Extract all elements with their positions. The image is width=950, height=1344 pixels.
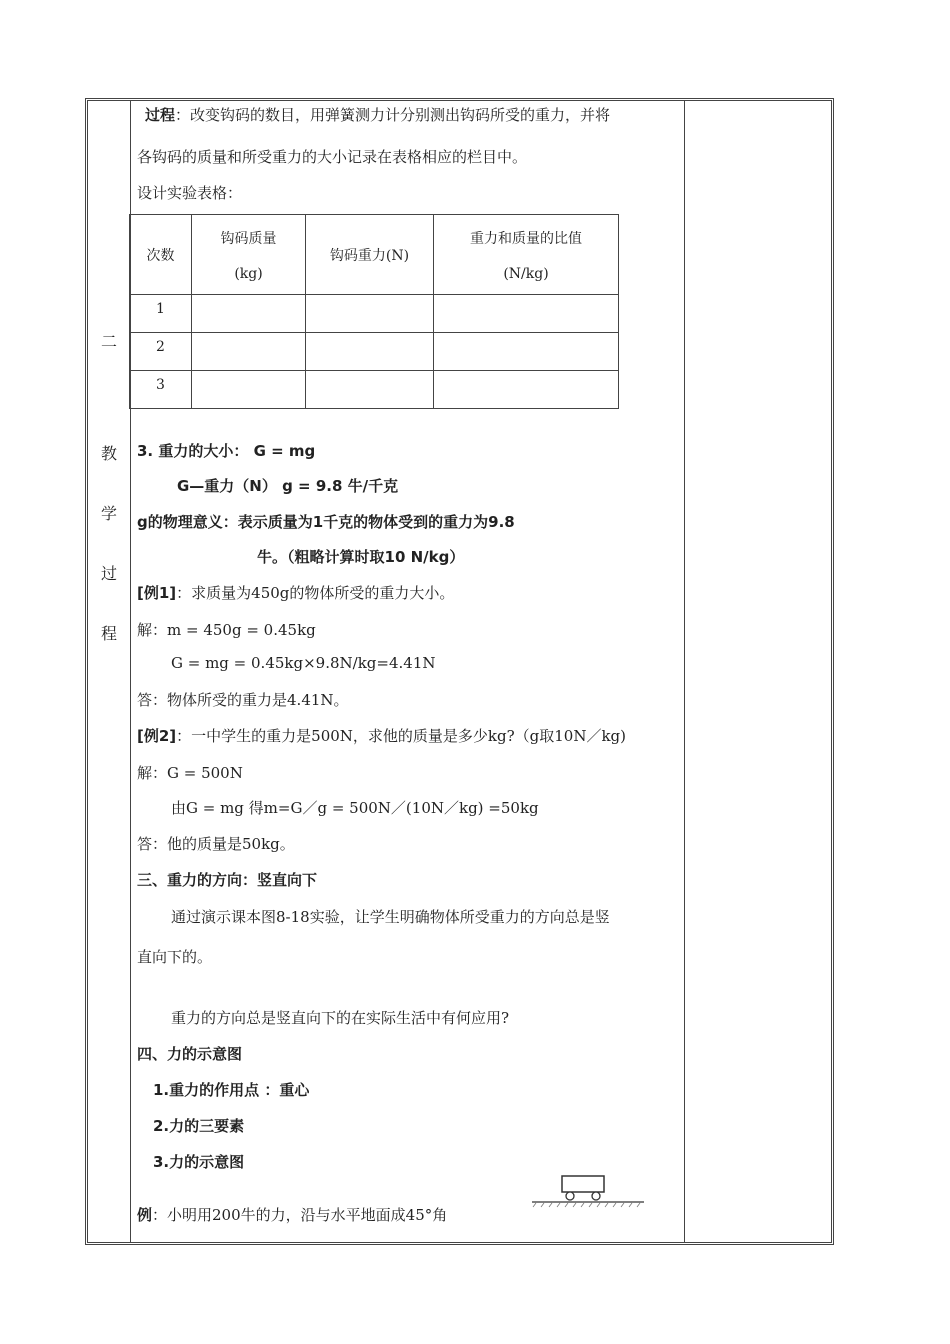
process-line-2: 各钩码的质量和所受重力的大小记录在表格相应的栏目中。: [137, 148, 528, 166]
table-intro: 设计实验表格：: [137, 184, 243, 202]
direction-heading: 三、重力的方向：竖直向下: [137, 871, 318, 889]
cart-body: [562, 1176, 604, 1192]
cart-figure: [530, 1172, 646, 1208]
example2-label: [例2]: [137, 727, 177, 745]
header-count: [130, 215, 192, 295]
row-weight: [306, 333, 434, 371]
header-ratio-unit: (N/kg): [503, 265, 549, 282]
diagram-example-label: 例: [137, 1206, 153, 1224]
diagram-item-2: 2.力的三要素: [153, 1117, 245, 1135]
ground-hatching: [533, 1203, 640, 1207]
row-index: 1: [130, 295, 192, 333]
header-mass-unit: (kg): [234, 265, 263, 282]
side-char-2: 教: [100, 444, 117, 463]
direction-text-2: 直向下的。: [137, 948, 213, 966]
example1-question: ：求质量为450g的物体所受的重力大小。: [176, 584, 455, 602]
column-divider-right: [684, 101, 685, 1242]
row-weight: [306, 371, 434, 409]
row-ratio: [434, 333, 619, 371]
diagram-heading: 四、力的示意图: [137, 1045, 243, 1063]
example2-answer: 答：他的质量是50kg。: [137, 835, 295, 853]
table-row: [130, 333, 619, 371]
example1-answer: 答：物体所受的重力是4.41N。: [137, 691, 349, 709]
header-mass: [192, 215, 306, 295]
diagram-item-3: 3.力的示意图: [153, 1153, 245, 1171]
diagram-item-1: 1.重力的作用点 ：重心: [153, 1081, 310, 1099]
gravity-meaning-2: 牛。（粗略计算时取10 N/kg）: [257, 548, 465, 566]
header-count-text: 次数: [146, 247, 175, 264]
example1-label: [例1]: [137, 584, 177, 602]
header-ratio-text: 重力和质量的比值: [470, 230, 582, 247]
side-char-4: 过: [100, 564, 117, 583]
experiment-table: [129, 214, 619, 409]
example1-question-line: [137, 582, 454, 603]
example2-question: ：一中学生的重力是500N，求他的质量是多少kg?（g取10N／kg): [176, 727, 627, 745]
header-weight: [306, 215, 434, 295]
row-index: 3: [130, 371, 192, 409]
process-text-1: ：改变钩码的数目，用弹簧测力计分别测出钩码所受的重力，并将: [175, 106, 611, 124]
side-char-3: 学: [100, 504, 117, 523]
row-ratio: [434, 295, 619, 333]
direction-question: 重力的方向总是竖直向下的在实际生活中有何应用?: [171, 1009, 510, 1027]
cart-wheel-right: [592, 1192, 600, 1200]
example2-sol-2: 由G = mg 得m=G／g = 500N／(10N／kg) =50kg: [171, 799, 539, 817]
row-mass: [192, 295, 306, 333]
row-index: 2: [130, 333, 192, 371]
row-weight: [306, 295, 434, 333]
gravity-size-heading: 3. 重力的大小： G = mg: [137, 442, 316, 460]
side-char-1: 二: [100, 332, 117, 351]
process-label: 过程: [145, 106, 176, 124]
header-ratio: [434, 215, 619, 295]
table-row: [130, 295, 619, 333]
example1-sol-1: 解：m = 450g = 0.45kg: [137, 621, 316, 639]
header-mass-text: 钩码质量: [220, 230, 277, 247]
diagram-example-line: [137, 1204, 447, 1225]
row-mass: [192, 333, 306, 371]
diagram-example-text: ：小明用200牛的力，沿与水平地面成45°角: [152, 1206, 448, 1224]
example2-question-line: [137, 725, 626, 746]
header-weight-text: 钩码重力(N): [329, 247, 410, 264]
gravity-def: G—重力（N） g = 9.8 牛/千克: [177, 477, 399, 495]
example2-sol-1: 解：G = 500N: [137, 764, 243, 782]
direction-text-1: 通过演示课本图8-18实验，让学生明确物体所受重力的方向总是竖: [171, 908, 610, 926]
table-row: [130, 371, 619, 409]
row-mass: [192, 371, 306, 409]
gravity-meaning-1: g的物理意义：表示质量为1千克的物体受到的重力为9.8: [137, 513, 515, 531]
row-ratio: [434, 371, 619, 409]
process-line-1: [145, 104, 610, 125]
table-header-row: [130, 215, 619, 295]
cart-wheel-left: [566, 1192, 574, 1200]
side-char-5: 程: [100, 624, 117, 643]
example1-sol-2: G = mg = 0.45kg×9.8N/kg=4.41N: [171, 654, 436, 672]
